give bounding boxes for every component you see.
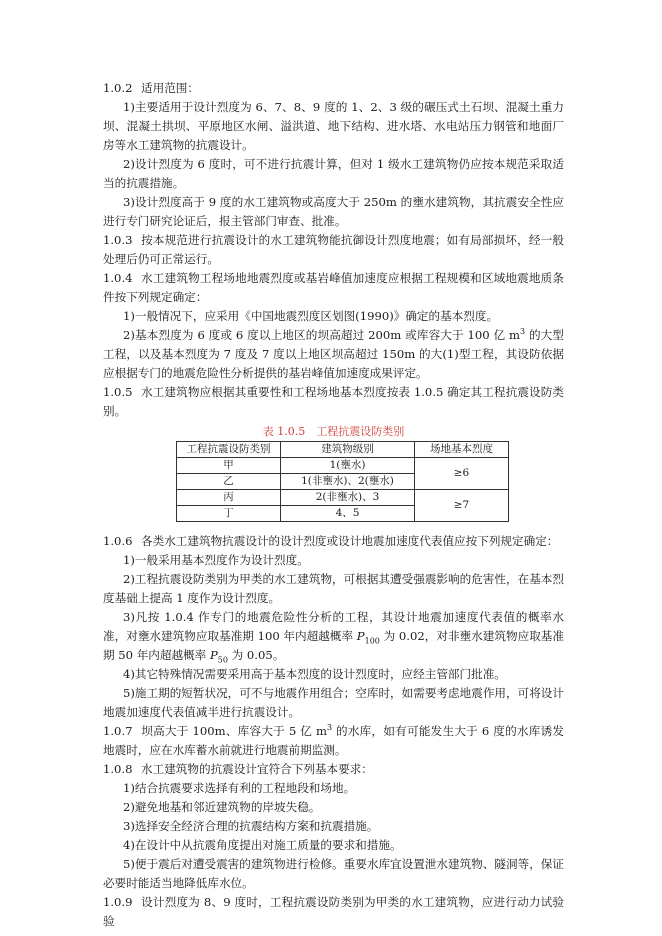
table-cell: 4、5 xyxy=(281,506,415,522)
table-caption: 表 1.0.5 工程抗震设防类别 xyxy=(262,425,405,438)
table-header-cell: 场地基本烈度 xyxy=(415,442,509,458)
section-1-0-3: 1.0.3 按本规范进行抗震设计的水工建筑物能抗御设计烈度地震；如有局部损坏，经一般处理后仍可正常运行。 xyxy=(103,233,564,266)
table-cell: 丁 xyxy=(177,506,281,522)
section-1-0-8-item-4: 4)在设计中从抗震角度提出对施工质量的要求和措施。 xyxy=(123,838,402,852)
section-1-0-6-item-3: 3)凡按 1.0.4 作专门的地震危险性分析的工程，其设计地震加速度代表值的概率水准，对壅水建筑物应取基准期 100 年内超越概率 $P_{100}$ 为 0.02，对非壅水建筑物应取基准期 50 年内超越概率 $P_{50}$ 为 0.05。 xyxy=(103,610,565,665)
section-1-0-6-item-4: 4)其它特殊情况需要采用高于基本烈度的设计烈度时，应经主管部门批准。 xyxy=(123,667,506,681)
table-row xyxy=(177,490,509,506)
section-1-0-8: 1.0.8 水工建筑物的抗震设计宜符合下列基本要求： xyxy=(103,762,373,776)
section-1-0-4-item-1: 1)一般情况下，应采用《中国地震烈度区划图(1990)》确定的基本烈度。 xyxy=(123,309,499,323)
table-header-cell: 建筑物级别 xyxy=(281,442,415,458)
table-cell: 1(壅水) xyxy=(281,458,415,474)
section-1-0-6-item-2: 2)工程抗震设防类别为甲类的水工建筑物，可根据其遭受强震影响的危害性，在基本烈度基础上提高 1 度作为设计烈度。 xyxy=(103,572,564,605)
section-1-0-6-item-5: 5)施工期的短暂状况，可不与地震作用组合；空库时，如需要考虑地震作用，可将设计地震加速度代表值减半进行抗震设计。 xyxy=(103,686,564,719)
section-1-0-4-item-2: 2)基本烈度为 6 度或 6 度以上地区的坝高超过 200m 或库容大于 100 亿 $m^3$ 的大型工程，以及基本烈度为 7 度及 7 度以上地区坝高超过 150m 的大(1)型工程，其设防依据应根据专门的地震危险性分析提供的基岩峰值加速度成果评定。 xyxy=(103,327,564,380)
section-1-0-9: 1.0.9 设计烈度为 8、9 度时，工程抗震设防类别为甲类的水工建筑物，应进行动力试验验 xyxy=(103,895,564,928)
table-header-row xyxy=(177,442,509,458)
seismic-category-table xyxy=(176,441,509,522)
section-1-0-8-item-3: 3)选择安全经济合理的抗震结构方案和抗震措施。 xyxy=(123,819,379,833)
table-row xyxy=(177,458,509,474)
section-1-0-2-heading: 1.0.2 适用范围： xyxy=(103,81,199,95)
section-1-0-7: 1.0.7 坝高大于 100m、库容大于 5 亿 $m^3$ 的水库，如有可能发生大于 6 度的水库诱发地震时，应在水库蓄水前就进行地震前期监测。 xyxy=(103,723,564,757)
table-cell-intensity: ≥7 xyxy=(415,490,509,522)
table-cell: 丙 xyxy=(177,490,281,506)
section-1-0-8-item-5: 5)便于震后对遭受震害的建筑物进行检修。重要水库宜设置泄水建筑物、隧洞等，保证必要时能适当地降低库水位。 xyxy=(103,857,564,890)
section-1-0-2-item-3: 3)设计烈度高于 9 度的水工建筑物或高度大于 250m 的壅水建筑物，其抗震安全性应进行专门研究论证后，报主管部门审查、批准。 xyxy=(103,195,564,228)
section-1-0-6-item-1: 1)一般采用基本烈度作为设计烈度。 xyxy=(123,553,309,567)
section-1-0-4: 1.0.4 水工建筑物工程场地地震烈度或基岩峰值加速度应根据工程规模和区域地震地质条件按下列规定确定： xyxy=(103,271,564,304)
document-body xyxy=(103,79,564,931)
table-cell-intensity: ≥6 xyxy=(415,458,509,490)
table-1-0-5 xyxy=(103,424,564,522)
table-cell: 甲 xyxy=(177,458,281,474)
table-cell: 乙 xyxy=(177,474,281,490)
section-1-0-5: 1.0.5 水工建筑物应根据其重要性和工程场地基本烈度按表 1.0.5 确定其工程抗震设防类别。 xyxy=(103,385,564,418)
table-header-cell: 工程抗震设防类别 xyxy=(177,442,281,458)
table-cell: 2(非壅水)、3 xyxy=(281,490,415,506)
section-1-0-2-item-1: 1)主要适用于设计烈度为 6、7、8、9 度的 1、2、3 级的碾压式土石坝、混凝土重力坝、混凝土拱坝、平原地区水闸、溢洪道、地下结构、进水塔、水电站压力钢管和地面厂房等水工建筑物的抗震设计。 xyxy=(103,100,564,152)
table-cell: 1(非壅水)、2(壅水) xyxy=(281,474,415,490)
section-1-0-8-item-1: 1)结合抗震要求选择有利的工程地段和场地。 xyxy=(123,781,356,795)
section-1-0-6: 1.0.6 各类水工建筑物抗震设计的设计烈度或设计地震加速度代表值应按下列规定确定： xyxy=(103,534,559,548)
section-1-0-2-item-2: 2)设计烈度为 6 度时，可不进行抗震计算，但对 1 级水工建筑物仍应按本规范采取适当的抗震措施。 xyxy=(103,157,564,190)
section-1-0-8-item-2: 2)避免地基和邻近建筑物的岸坡失稳。 xyxy=(123,800,321,814)
